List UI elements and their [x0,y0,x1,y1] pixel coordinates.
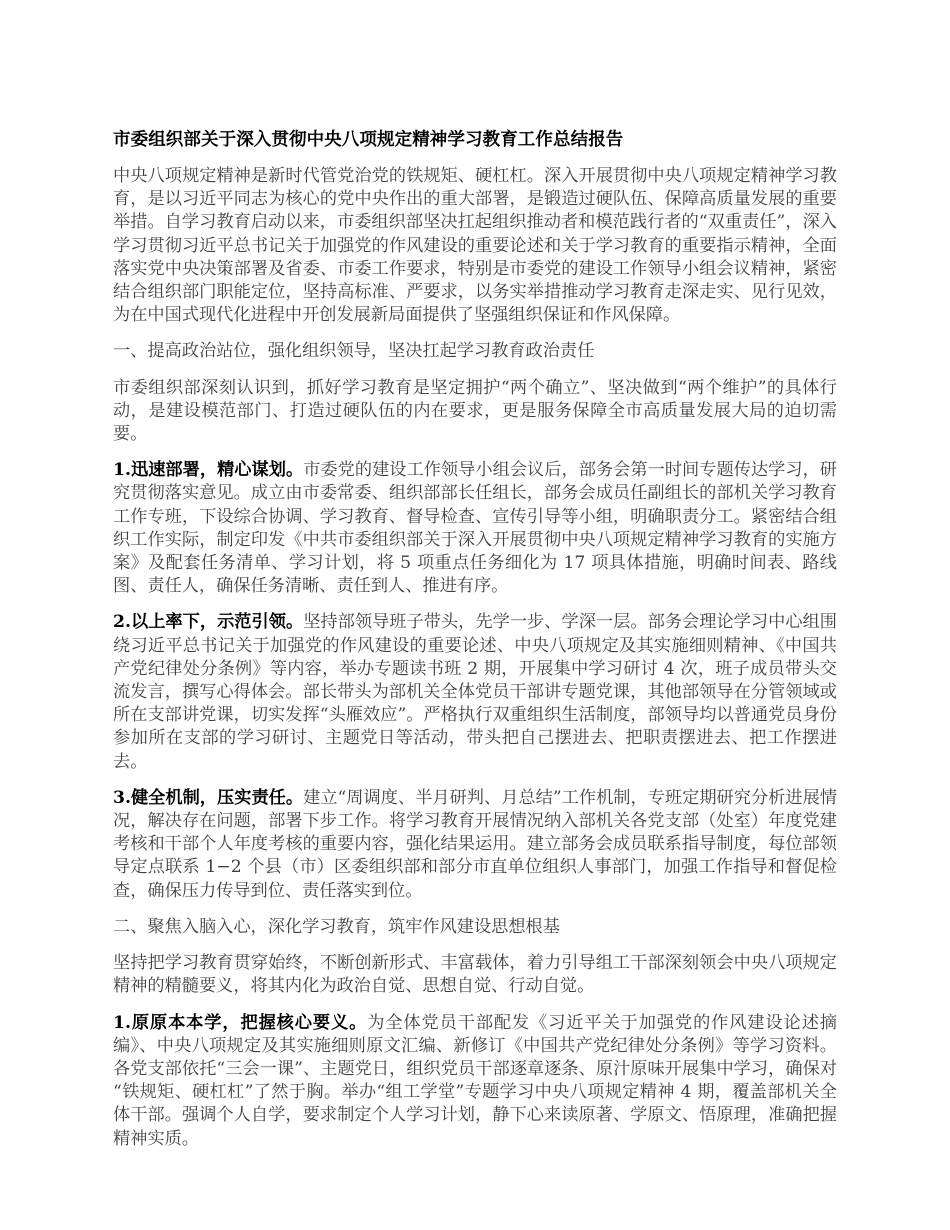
item-body-text: 为全体党员干部配发《习近平关于加强党的作风建设论述摘编》、中央八项规定及其实施细则原文汇编、新修订《中国共产党纪律处分条例》等学习资料。各党支部依托“三会一课”、主题党日，组织党员干部逐章逐条、原汁原味开展集中学习，确保对“铁规矩、硬杠杠”了然于胸。举办“组工学堂”专题学习中央八项规定精神 4 期，覆盖部机关全体干部。强调个人自学，要求制定个人学习计划，静下心来读原著、学原文、悟原理，准确把握精神实质。 [113,1012,837,1149]
section-1-intro: 市委组织部深刻认识到，抓好学习教育是坚定拥护“两个确立”、坚决做到“两个维护”的具体行动，是建设模范部门、打造过硬队伍的内在要求，更是服务保障全市高质量发展大局的迫切需要。 [113,377,837,445]
section-heading-2: 二、聚焦入脑入心，深化学习教育，筑牢作风建设思想根基 [113,916,560,937]
section-2-intro: 坚持把学习教育贯穿始终，不断创新形式、丰富载体，着力引导组工干部深刻领会中央八项规定精神的精髓要义，将其内化为政治自觉、思想自觉、行动自觉。 [113,953,837,997]
section-2-item-1 [113,1012,837,1151]
item-lead-label: 1.原原本本学，把握核心要义。 [113,1012,368,1033]
item-body-text: 建立“周调度、半月研判、月总结”工作机制，专班定期研究分析进展情况，解决存在问题，部署下步工作。将学习教育开展情况纳入部机关各党支部（处室）年度党建考核和干部个人年度考核的重要内容，强化结果运用。建立部务会成员联系指导制度，每位部领导定点联系 1−2 个县（市）区委组织部和部分市直单位组织人事部门，加强工作指导和督促检查，确保压力传导到位、责任落实到位。 [113,787,837,901]
section-1-item-3 [113,787,837,903]
page-title: 市委组织部关于深入贯彻中央八项规定精神学习教育工作总结报告 [113,130,624,150]
section-heading-1: 一、提高政治站位，强化组织领导，坚决扛起学习教育政治责任 [113,341,595,362]
section-1-item-2 [113,611,837,773]
section-1-item-1 [113,459,837,598]
item-body-text: 坚持部领导班子带头，先学一步、学深一层。部务会理论学习中心组围绕习近平总书记关于加强党的作风建设的重要论述、中央八项规定及其实施细则精神、《中国共产党纪律处分条例》等内容，举办专题读书班 2 期，开展集中学习研讨 4 次，班子成员带头交流发言，撰写心得体会。部长带头为部机关全体党员干部讲专题党课，其他部领导在分管领域或所在支部讲党课，切实发挥“头雁效应”。严格执行双重组织生活制度，部领导均以普通党员身份参加所在支部的学习研讨、主题党日等活动，带头把自己摆进去、把职责摆进去、把工作摆进去。 [113,612,837,772]
item-body-text: 市委党的建设工作领导小组会议后，部务会第一时间专题传达学习，研究贯彻落实意见。成立由市委常委、组织部部长任组长，部务会成员任副组长的部机关学习教育工作专班，下设综合协调、学习教育、督导检查、宣传引导等小组，明确职责分工。紧密结合组织工作实际，制定印发《中共市委组织部关于深入开展贯彻中央八项规定精神学习教育的实施方案》及配套任务清单、学习计划，将 5 项重点任务细化为 17 项具体措施，明确时间表、路线图、责任人，确保任务清晰、责任到人、推进有序。 [113,460,837,597]
intro-paragraph: 中央八项规定精神是新时代管党治党的铁规矩、硬杠杠。深入开展贯彻中央八项规定精神学习教育，是以习近平同志为核心的党中央作出的重大部署，是锻造过硬队伍、保障高质量发展的重要举措。自学习教育启动以来，市委组织部坚决扛起组织推动者和模范践行者的“双重责任”，深入学习贯彻习近平总书记关于加强党的作风建设的重要论述和关于学习教育的重要指示精神，全面落实党中央决策部署及省委、市委工作要求，特别是市委党的建设工作领导小组会议精神，紧密结合组织部门职能定位，坚持高标准、严要求，以务实举措推动学习教育走深走实、见行见效，为在中国式现代化进程中开创发展新局面提供了坚强组织保证和作风保障。 [113,166,837,326]
item-lead-label: 2.以上率下，示范引领。 [113,612,304,633]
item-lead-label: 1.迅速部署，精心谋划。 [113,460,304,481]
item-lead-label: 3.健全机制，压实责任。 [113,787,304,808]
